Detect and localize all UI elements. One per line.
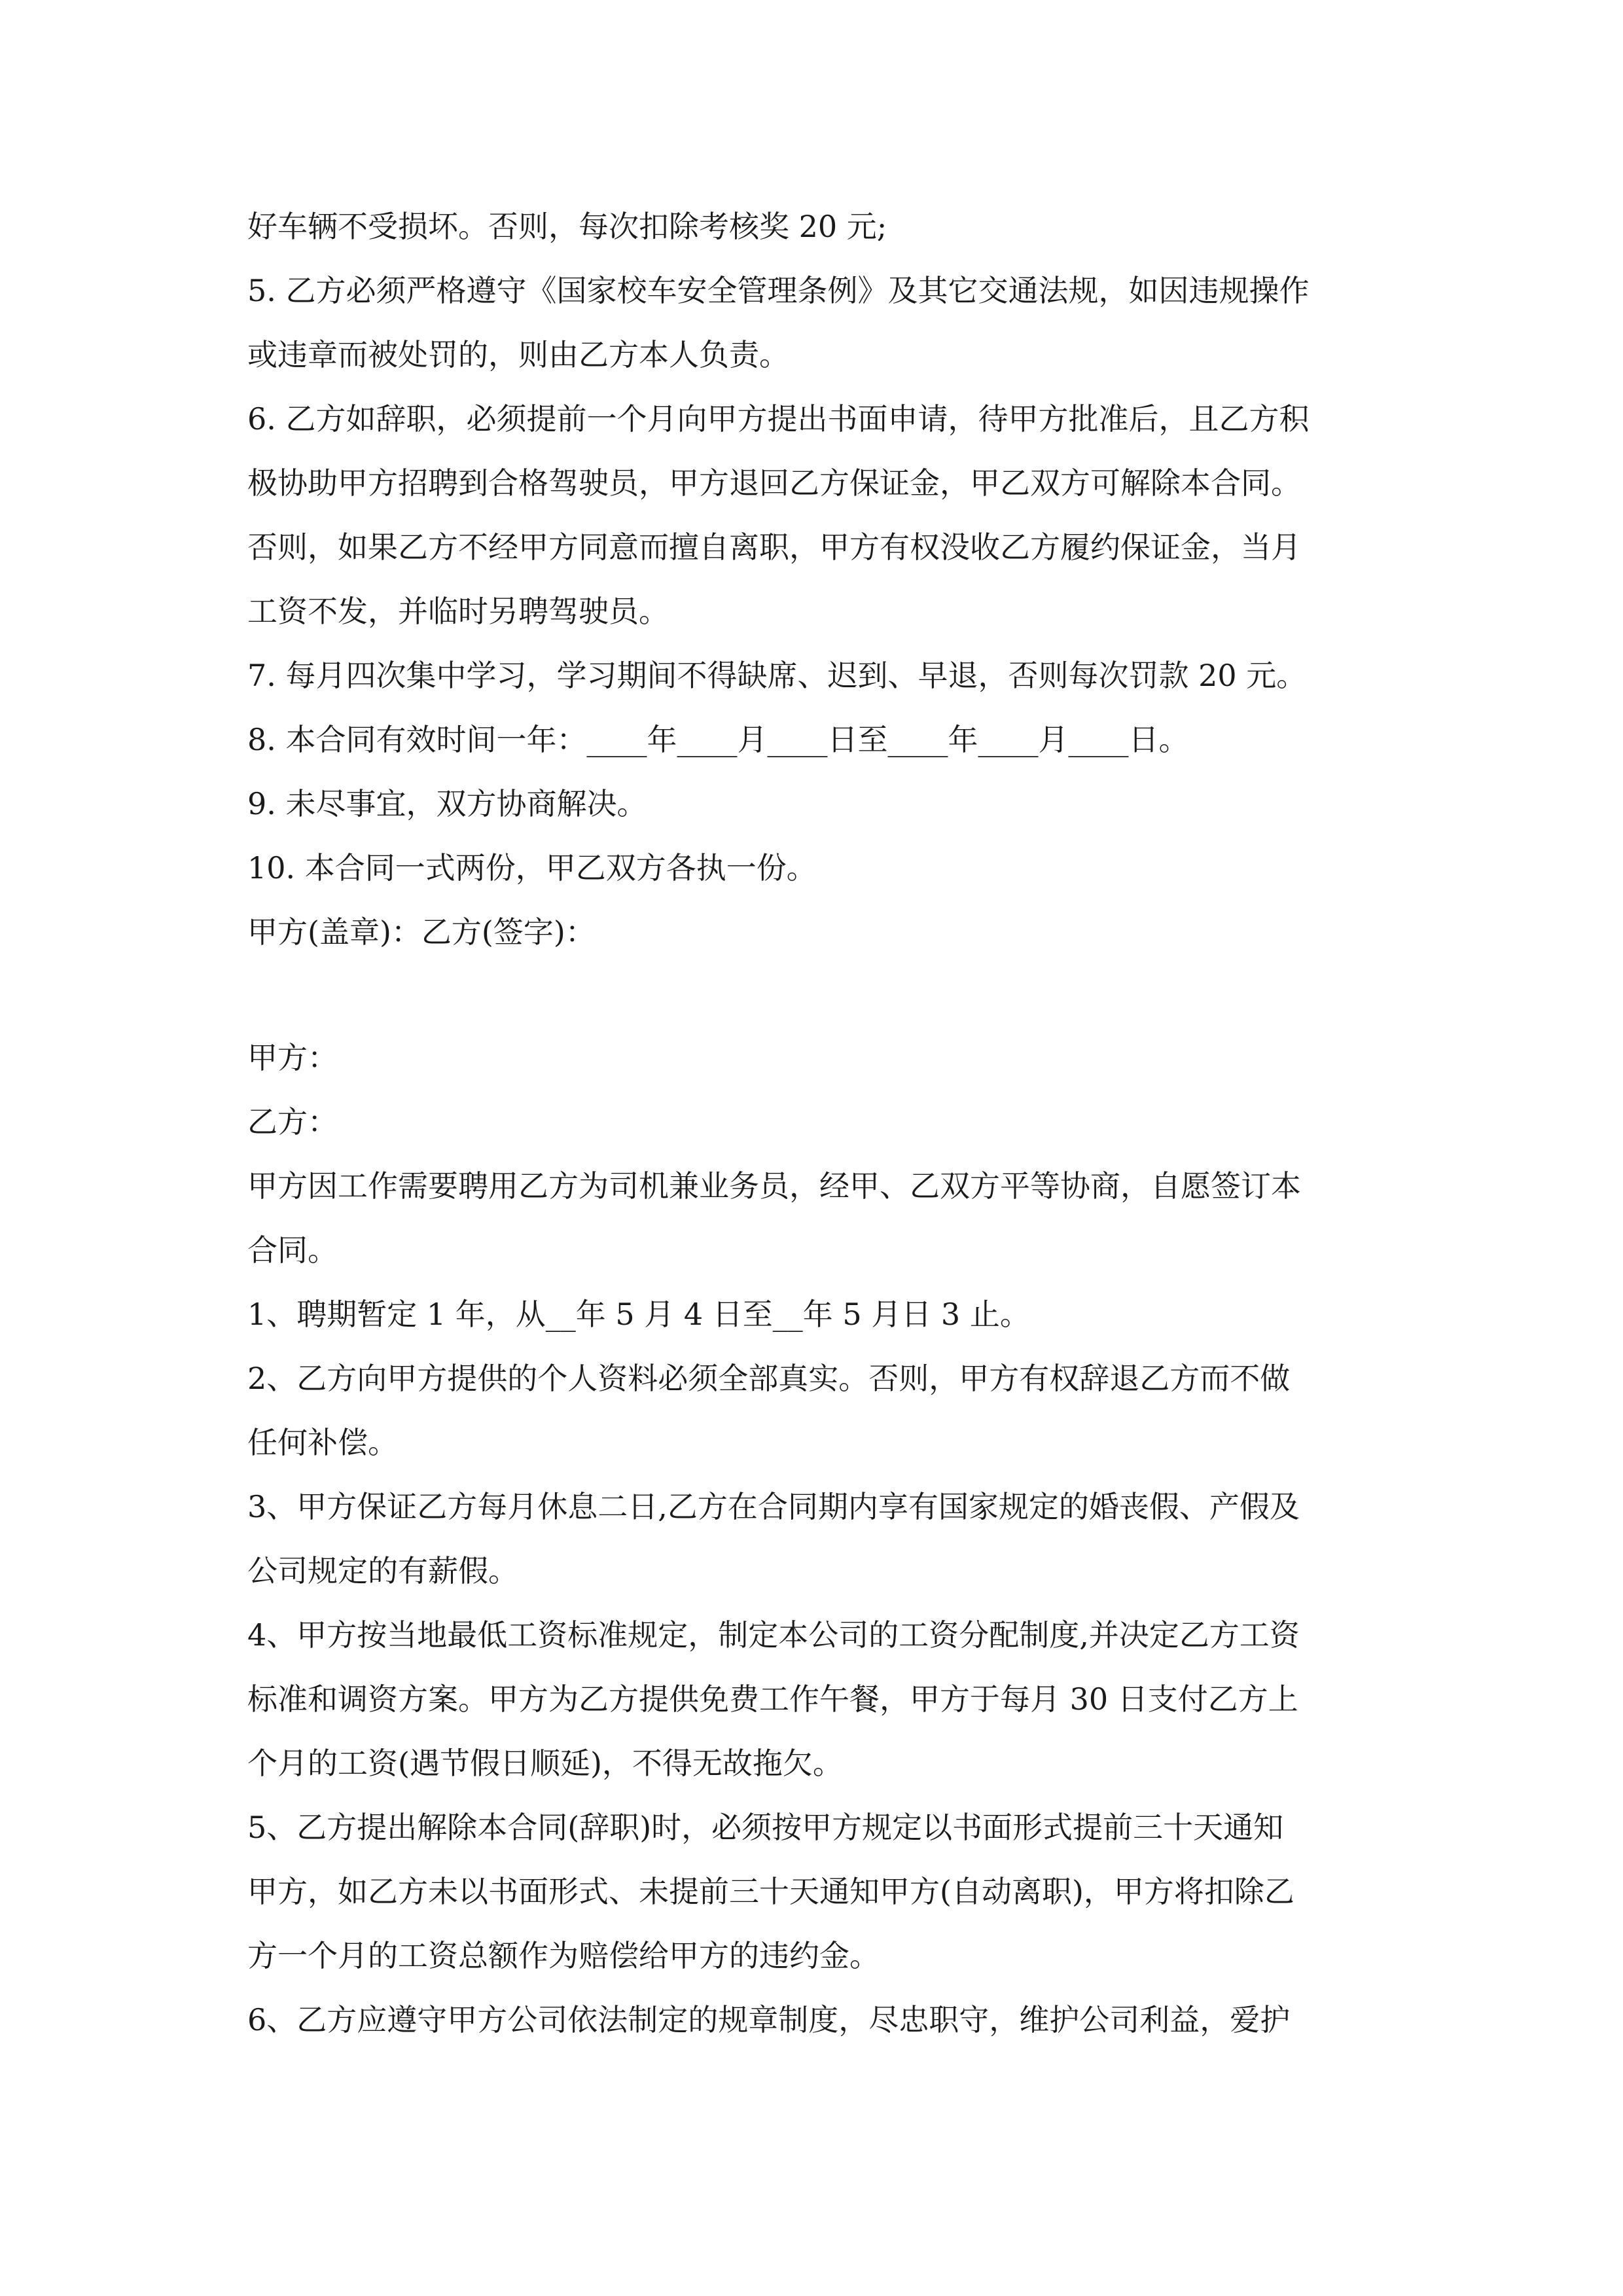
text-line: 6、乙方应遵守甲方公司依法制定的规章制度，尽忠职守，维护公司利益，爱护 <box>247 2002 1291 2037</box>
text-line: 甲方，如乙方未以书面形式、未提前三十天通知甲方(自动离职)，甲方将扣除乙 <box>247 1874 1294 1909</box>
text-line: 方一个月的工资总额作为赔偿给甲方的违约金。 <box>247 1938 880 1973</box>
text-line: 极协助甲方招聘到合格驾驶员，甲方退回乙方保证金，甲乙双方可解除本合同。 <box>247 465 1301 501</box>
text-line: 公司规定的有薪假。 <box>247 1553 518 1588</box>
text-line: 10. 本合同一式两份，甲乙双方各执一份。 <box>247 850 817 886</box>
party-b-label: 乙方： <box>247 1104 338 1139</box>
text-line: 好车辆不受损坏。否则，每次扣除考核奖 20 元; <box>247 209 887 244</box>
signature-line: 甲方(盖章)：乙方(签字)： <box>247 914 596 950</box>
text-line: 标准和调资方案。甲方为乙方提供免费工作午餐，甲方于每月 30 日支付乙方上 <box>247 1681 1298 1717</box>
text-line: 5. 乙方必须严格遵守《国家校车安全管理条例》及其它交通法规，如因违规操作 <box>247 273 1310 308</box>
text-line: 9. 未尽事宜，双方协商解决。 <box>247 786 647 821</box>
text-line: 工资不发，并临时另聘驾驶员。 <box>247 594 669 629</box>
text-line: 任何补偿。 <box>247 1425 398 1460</box>
text-line: 7. 每月四次集中学习，学习期间不得缺席、迟到、早退，否则每次罚款 20 元。 <box>247 658 1307 693</box>
text-line: 8. 本合同有效时间一年：____年____月____日至____年____月____日。 <box>247 722 1189 757</box>
text-line: 合同。 <box>247 1232 338 1268</box>
text-line: 6. 乙方如辞职，必须提前一个月向甲方提出书面申请，待甲方批准后，且乙方积 <box>247 401 1310 437</box>
text-line: 5、乙方提出解除本合同(辞职)时，必须按甲方规定以书面形式提前三十天通知 <box>247 1810 1284 1845</box>
text-line: 1、聘期暂定 1 年，从__年 5 月 4 日至__年 5 月日 3 止。 <box>247 1297 1030 1332</box>
party-a-label: 甲方： <box>247 1040 338 1075</box>
text-line: 甲方因工作需要聘用乙方为司机兼业务员，经甲、乙双方平等协商，自愿签订本 <box>247 1168 1301 1204</box>
text-line: 2、乙方向甲方提供的个人资料必须全部真实。否则，甲方有权辞退乙方而不做 <box>247 1361 1291 1396</box>
text-line: 3、甲方保证乙方每月休息二日,乙方在合同期内享有国家规定的婚丧假、产假及 <box>247 1489 1300 1524</box>
text-line: 或违章而被处罚的，则由乙方本人负责。 <box>247 337 789 372</box>
text-line: 4、甲方按当地最低工资标准规定，制定本公司的工资分配制度,并决定乙方工资 <box>247 1617 1300 1653</box>
text-line: 否则，如果乙方不经甲方同意而擅自离职，甲方有权没收乙方履约保证金，当月 <box>247 529 1301 565</box>
text-line: 个月的工资(遇节假日顺延)，不得无故拖欠。 <box>247 1746 843 1781</box>
